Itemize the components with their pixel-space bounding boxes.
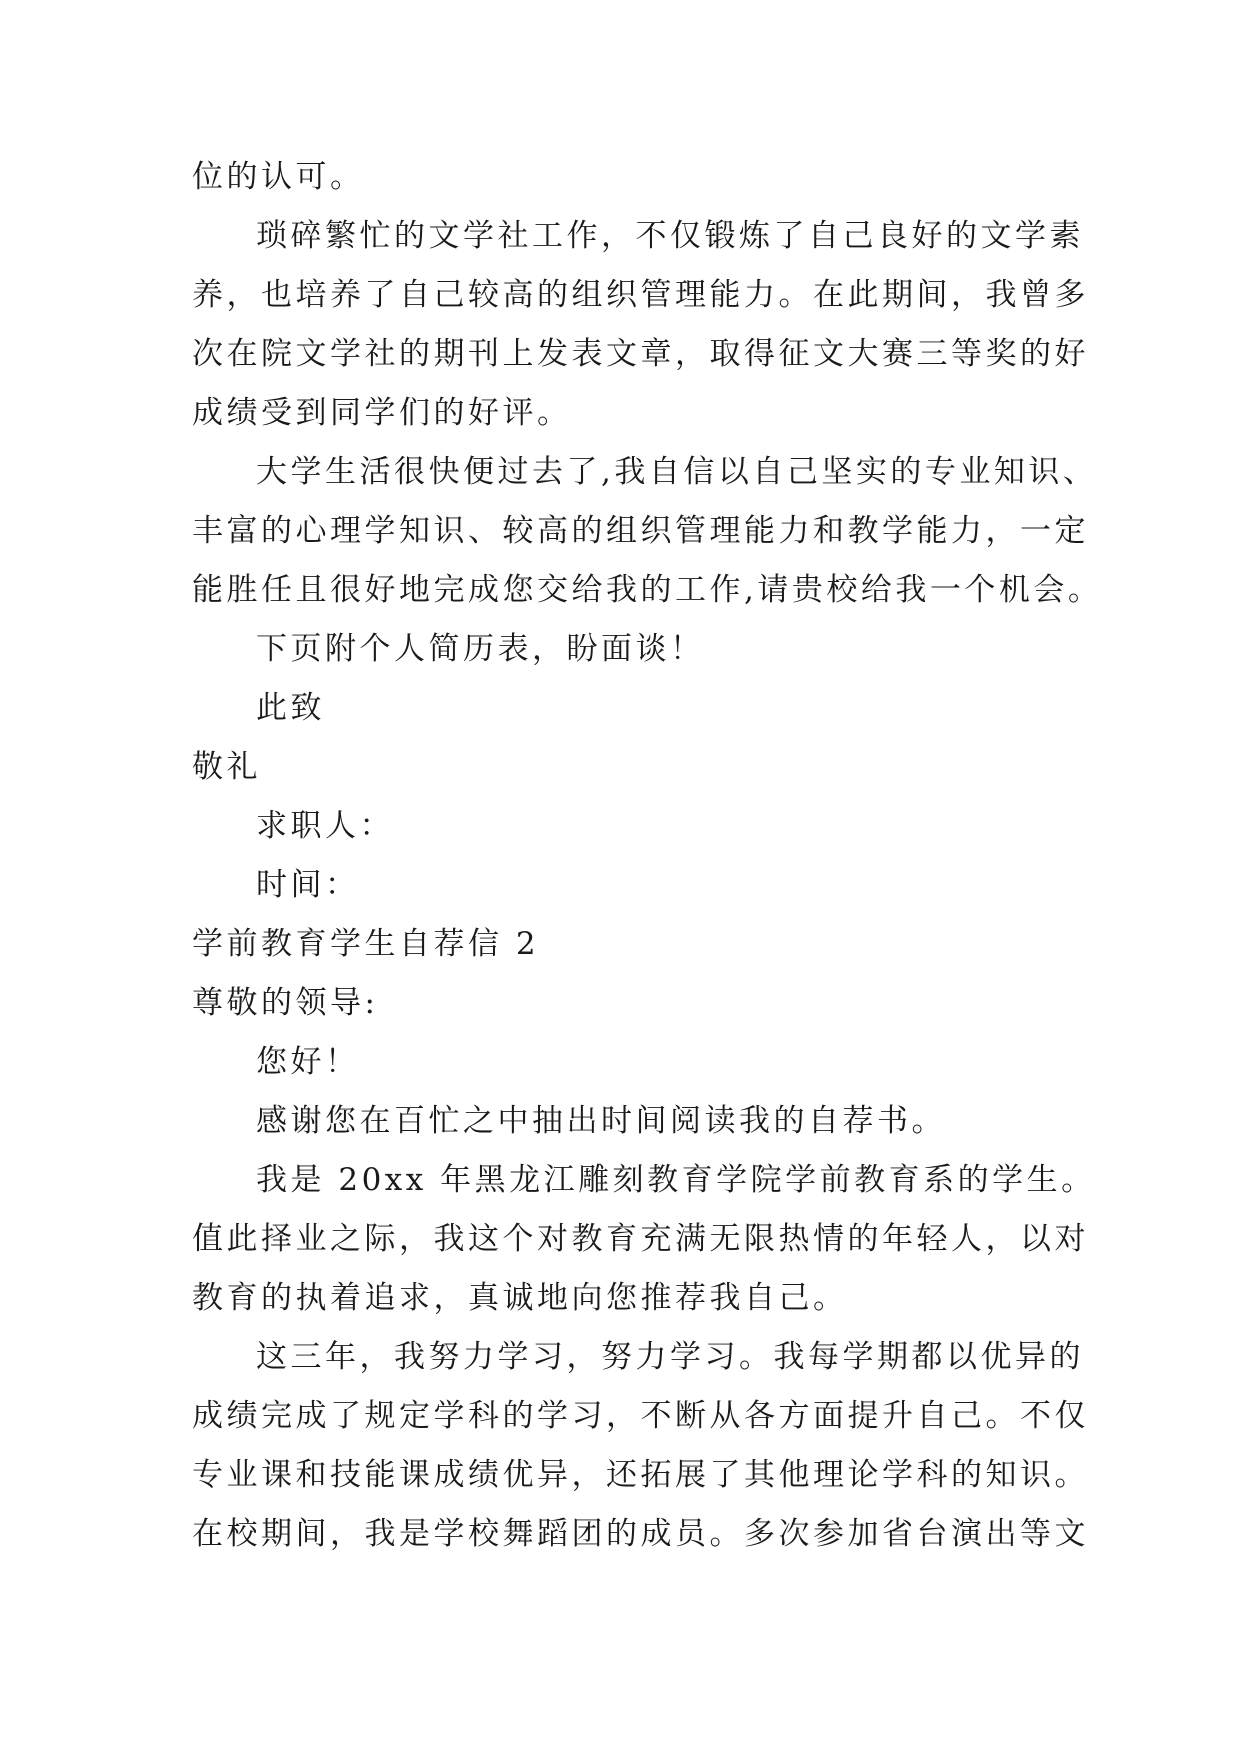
text-line-2: 琐碎繁忙的文学社工作，不仅锻炼了自己良好的文学素 bbox=[256, 218, 1084, 254]
text-line-9: 下页附个人简历表，盼面谈！ bbox=[256, 631, 705, 667]
closing-salutation: 此致 bbox=[256, 690, 325, 726]
document-body bbox=[192, 148, 1103, 1564]
text-line-22: 成绩完成了规定学科的学习，不断从各方面提升自己。不仅 bbox=[192, 1398, 1089, 1434]
text-line-5: 成绩受到同学们的好评。 bbox=[192, 395, 572, 431]
text-line-6: 大学生活很快便过去了,我自信以自己坚实的专业知识、 bbox=[256, 454, 1098, 490]
text-line-19: 值此择业之际，我这个对教育充满无限热情的年轻人，以对 bbox=[192, 1221, 1089, 1257]
text-line-1: 位的认可。 bbox=[192, 159, 365, 195]
text-line-4: 次在院文学社的期刊上发表文章，取得征文大赛三等奖的好 bbox=[192, 336, 1089, 372]
letter-2-greeting: 尊敬的领导: bbox=[192, 985, 379, 1021]
closing-regards: 敬礼 bbox=[192, 749, 261, 785]
text-line-20: 教育的执着追求，真诚地向您推荐我自己。 bbox=[192, 1280, 848, 1316]
text-line-17: 感谢您在百忙之中抽出时间阅读我的自荐书。 bbox=[256, 1103, 946, 1139]
text-line-18: 我是 20xx 年黑龙江雕刻教育学院学前教育系的学生。 bbox=[256, 1162, 1096, 1198]
letter-2-title: 学前教育学生自荐信 2 bbox=[192, 926, 540, 962]
text-line-24: 在校期间，我是学校舞蹈团的成员。多次参加省台演出等文 bbox=[192, 1516, 1089, 1552]
text-line-8: 能胜任且很好地完成您交给我的工作,请贵校给我一个机会。 bbox=[192, 572, 1103, 608]
text-line-23: 专业课和技能课成绩优异，还拓展了其他理论学科的知识。 bbox=[192, 1457, 1089, 1493]
text-line-21: 这三年，我努力学习，努力学习。我每学期都以优异的 bbox=[256, 1339, 1084, 1375]
text-line-7: 丰富的心理学知识、较高的组织管理能力和教学能力，一定 bbox=[192, 513, 1089, 549]
applicant-label: 求职人： bbox=[256, 808, 394, 844]
text-line-16: 您好！ bbox=[256, 1044, 360, 1080]
text-line-3: 养，也培养了自己较高的组织管理能力。在此期间，我曾多 bbox=[192, 277, 1089, 313]
date-label: 时间： bbox=[256, 867, 360, 903]
